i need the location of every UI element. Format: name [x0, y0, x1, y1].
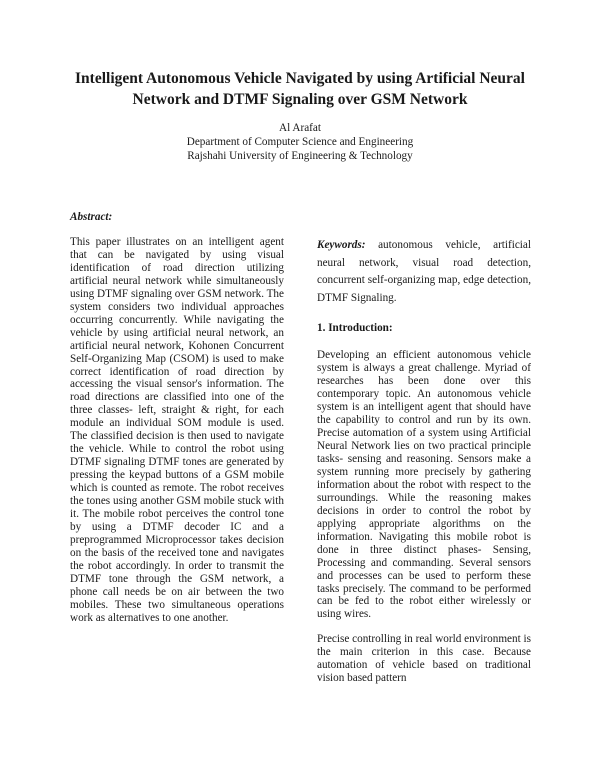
author-block	[50, 121, 550, 163]
author-name: Al Arafat	[279, 122, 321, 134]
introduction-heading: 1. Introduction:	[317, 322, 393, 335]
introduction-paragraph-2: Precise controlling in real world environment is the main criterion in this case. Because automation of vehicle based on traditional vision based pattern	[317, 633, 531, 685]
keywords-text: autonomous vehicle, artificial neural network, visual road detection, concurrent self-organizing map, edge detection, DTMF Signaling.	[317, 239, 531, 304]
paper-title: Intelligent Autonomous Vehicle Navigated by using Artificial Neural Network and DTMF Signaling over GSM Network	[75, 70, 525, 108]
author-department: Department of Computer Science and Engineering	[186, 136, 414, 148]
right-column	[317, 237, 531, 685]
keywords-label: Keywords:	[317, 239, 366, 251]
abstract-text: This paper illustrates on an intelligent agent that can be navigated by using visual identification of road direction utilizing artificial neural network while simultaneously using DTMF signaling over GSM network. The system considers two individual approaches occurring concurrently. While navigating the vehicle by using artificial neural network, an artificial neural network, Kohonen Concurrent Self-Organizing Map (CSOM) is used to make correct identification of road direction by accessing the visual sensor's information. The road directions are classified into one of the three classes- left, straight & right, for each module an individual SOM module is used. The classified decision is then used to navigate the vehicle. While to control the robot using DTMF signaling DTMF tones are generated by pressing the keypad buttons of a GSM mobile which is counted as remote. The robot receives the tones using another GSM mobile stuck with it. The mobile robot perceives the control tone by using a DTMF decoder IC and a preprogrammed Microprocessor takes decision on the basis of the received tone and navigates the robot accordingly. In order to transmit the DTMF tone through the GSM network, a phone call needs be on air between the two mobiles. These two simultaneous operations work as alternatives to one another.	[70, 236, 284, 624]
keywords-block	[317, 237, 531, 307]
left-column	[70, 236, 284, 625]
abstract-heading: Abstract:	[70, 211, 113, 223]
introduction-paragraph-1: Developing an efficient autonomous vehicle system is always a great challenge. Myriad of researches has been done over this contemporary topic. An autonomous vehicle system is an intelligent agent that should have the capability to control and run by its own. Precise automation of a system using Artificial Neural Network lies on two practical principle tasks- sensing and reasoning. Sensors make a system running more precisely by gathering information about the robot with respect to the surroundings. While the reasoning makes decisions in order to control the robot by applying appropriate algorithms on the information. Navigating this mobile robot is done in three distinct phases- Sensing, Processing and commanding. Several sensors and processes can be used to perform these tasks precisely. The command to be performed can be fed to the robot either wirelessly or using wires.	[317, 349, 531, 621]
author-university: Rajshahi University of Engineering & Technology	[187, 150, 413, 162]
